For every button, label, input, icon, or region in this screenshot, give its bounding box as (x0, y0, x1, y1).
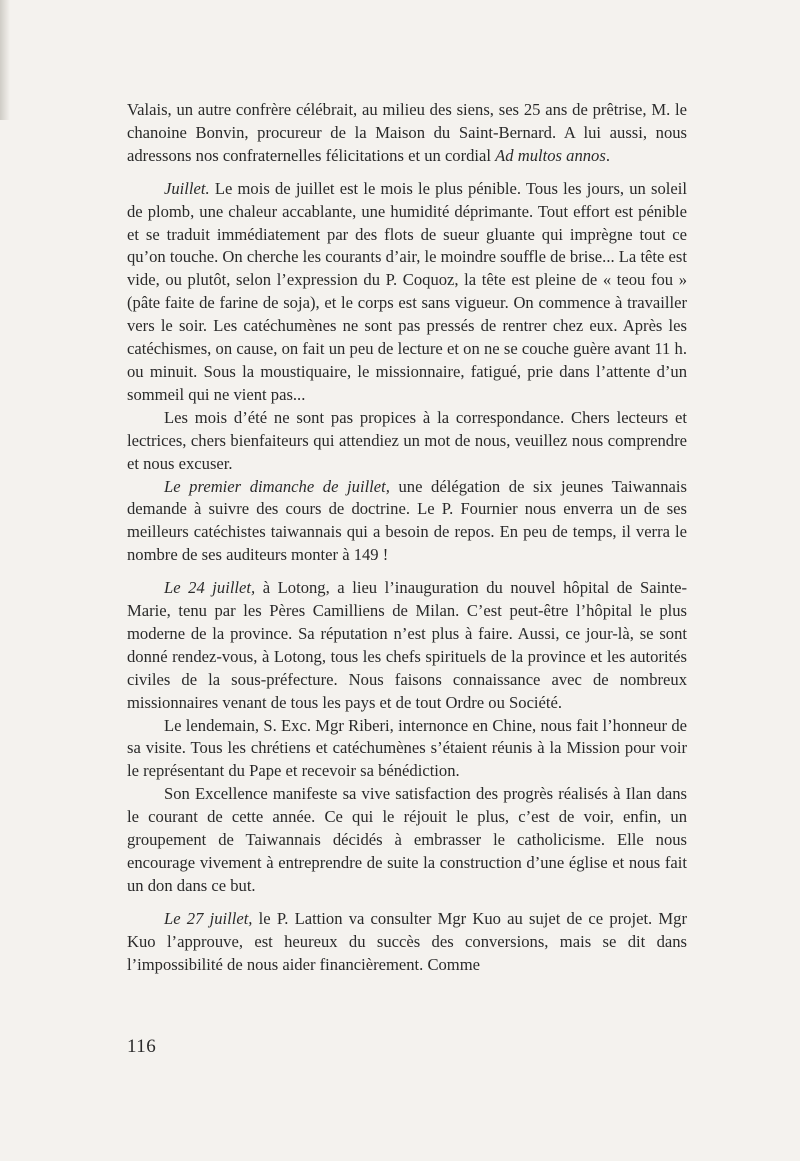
italic-phrase: Ad multos annos (495, 145, 606, 165)
paragraph-premier-dimanche (127, 476, 687, 568)
page-number: 116 (127, 1036, 157, 1057)
date-heading: Juillet. (164, 178, 210, 198)
date-heading: Le 27 juillet, (164, 908, 253, 928)
paragraph-text: Son Excellence manifeste sa vive satisfaction des progrès réalisés à Ilan dans le courant de cette année. Ce qui le réjouit le plus, c’est de voir, enfin, un groupement de Taiwannais décidés à embrasser le catholicisme. Elle nous encourage vivement à entreprendre de suite la construction d’une église et nous fait un don dans ce but. (127, 784, 687, 895)
paragraph-correspondance (127, 407, 687, 476)
paragraph-text: à Lotong, a lieu l’inauguration du nouvel hôpital de Sainte-Marie, tenu par les Pères Camilliens de Milan. C’est peut-être l’hôpital le plus moderne de la province. Sa réputation n’est plus à faire. Aussi, ce jour-là, se sont donné rendez-vous, à Lotong, tous les chefs spirituels de la province et les autorités civiles de la sous-préfecture. Nous faisons connaissance avec de nombreux missionnaires venant de tous les pays et de tout Ordre ou Société. (127, 578, 687, 712)
paragraph-text: le P. Lattion va consulter Mgr Kuo au sujet de ce projet. Mgr Kuo l’approuve, est heureux du succès des conversions, mais se dit dans l’impossibilité de nous aider financièrement. Comme (127, 908, 687, 974)
page-edge-shadow (0, 0, 10, 120)
paragraph-excellence (127, 783, 687, 898)
paragraph-text: Le lendemain, S. Exc. Mgr Riberi, internonce en Chine, nous fait l’honneur de sa visite. Tous les chrétiens et catéchumènes s’étaient réunis à la Mission pour voir le représentant du Pape et recevoir sa bénédiction. (127, 715, 687, 781)
paragraph-24-juillet (127, 577, 687, 714)
paragraph-lendemain (127, 715, 687, 784)
paragraph-text: une délégation de six jeunes Taiwannais demande à suivre des cours de doctrine. Le P. Fournier nous enverra un de ses meilleurs catéchistes taiwannais qui a besoin de repos. En peu de temps, il verra le nombre de ses auditeurs monter à 149 ! (127, 476, 687, 565)
paragraph-juillet (127, 178, 687, 407)
paragraph-text: . (605, 145, 610, 165)
date-heading: Le premier dimanche de juillet, (164, 476, 390, 496)
paragraph-text: Valais, un autre confrère célébrait, au milieu des siens, ses 25 ans de prêtrise, M. le chanoine Bonvin, procureur de la Maison du Saint-Bernard. A lui aussi, nous adressons nos confraternelles félicitations et un cordial (127, 100, 687, 165)
paragraph-text: Le mois de juillet est le mois le plus pénible. Tous les jours, un soleil de plomb, une chaleur accablante, une humidité déprimante. Tout effort est pénible et se traduit immédiatement par des flots de sueur gluante qui imprègne tout ce qu’on touche. On cherche les courants d’air, le moindre souffle de brise... La tête est vide, ou plutôt, selon l’expression du P. Coquoz, la tête est pleine de « teou fou » (pâte faite de farine de soja), et le corps est sans vigueur. On commence à travailler vers le soir. Les catéchumènes ne sont pas pressés de rentrer chez eux. Après les catéchismes, on cause, on fait un peu de lecture et on ne se couche guère avant 11 h. ou minuit. Sous la moustiquaire, le missionnaire, fatigué, prie dans l’attente d’un sommeil qui ne vient pas... (127, 178, 687, 404)
date-heading: Le 24 juillet, (164, 578, 256, 598)
paragraph-27-juillet (127, 908, 687, 977)
paragraph-bonvin (127, 99, 687, 168)
body-text (127, 99, 687, 977)
paragraph-text: Les mois d’été ne sont pas propices à la correspondance. Chers lecteurs et lectrices, chers bienfaiteurs qui attendiez un mot de nous, veuillez nous comprendre et nous excuser. (127, 407, 687, 473)
